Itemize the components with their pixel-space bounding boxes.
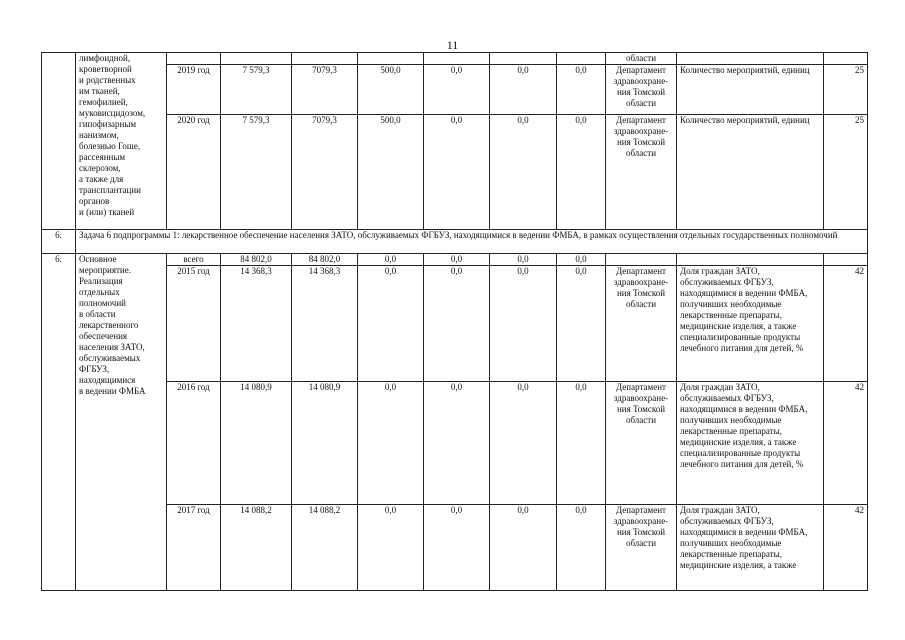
indicator-cell: Количество мероприятий, единиц	[677, 65, 824, 115]
other-cell: 0,0	[557, 266, 606, 382]
task-row	[42, 230, 868, 254]
extra-cell: 0,0	[490, 65, 557, 115]
total-cell: 7 579,3	[221, 65, 292, 115]
regional-cell: 500,0	[358, 65, 424, 115]
local-cell: 0,0	[424, 115, 490, 230]
table-row	[42, 53, 868, 65]
local-cell: 0,0	[424, 505, 490, 591]
extra-cell: 0,0	[490, 115, 557, 230]
regional-cell: 0,0	[358, 382, 424, 505]
other-cell: 0,0	[557, 65, 606, 115]
total-cell: 84 802,0	[221, 254, 292, 266]
local-cell: 0,0	[424, 382, 490, 505]
local-cell: 0,0	[424, 65, 490, 115]
dept-cell: области	[606, 53, 677, 65]
federal-cell: 14 368,3	[292, 266, 358, 382]
year-cell: 2015 год	[167, 266, 221, 382]
indicator-cell: Доля граждан ЗАТО, обслуживаемых ФГБУЗ, находящимися в ведении ФМБА, получивших необходимые лекарственные препараты, медицинские изделия, а также специализированные продукты лечебного питания для детей, %	[677, 382, 824, 505]
regional-cell: 0,0	[358, 505, 424, 591]
local-cell: 0,0	[424, 266, 490, 382]
indicator-value-cell: 42	[824, 382, 868, 505]
row-number-cell: 6.	[42, 254, 76, 591]
extra-cell: 0,0	[490, 266, 557, 382]
dept-cell: Департамент здравоохране-ния Томской области	[606, 382, 677, 505]
dept-cell: Департамент здравоохране-ния Томской области	[606, 266, 677, 382]
other-cell: 0,0	[557, 382, 606, 505]
year-cell: всего	[167, 254, 221, 266]
indicator-value-cell: 25	[824, 65, 868, 115]
federal-cell: 7079,3	[292, 115, 358, 230]
indicator-cell: Количество мероприятий, единиц	[677, 115, 824, 230]
regional-cell: 0,0	[358, 254, 424, 266]
indicator-cell: Доля граждан ЗАТО, обслуживаемых ФГБУЗ, находящимися в ведении ФМБА, получивших необходимые лекарственные препараты, медицинские изделия, а также специализированные продукты лечебного питания для детей, %	[677, 266, 824, 382]
extra-cell: 0,0	[490, 505, 557, 591]
other-cell: 0,0	[557, 254, 606, 266]
page-number: 11	[446, 38, 459, 52]
indicator-value-cell: 42	[824, 266, 868, 382]
table-row	[42, 254, 868, 266]
dept-cell: Департамент здравоохране-ния Томской области	[606, 115, 677, 230]
program-table	[41, 52, 868, 591]
regional-cell: 0,0	[358, 266, 424, 382]
extra-cell: 0,0	[490, 382, 557, 505]
other-cell: 0,0	[557, 505, 606, 591]
local-cell: 0,0	[424, 254, 490, 266]
federal-cell: 14 088,2	[292, 505, 358, 591]
other-cell: 0,0	[557, 115, 606, 230]
regional-cell: 500,0	[358, 115, 424, 230]
task-number-cell: 6.	[42, 230, 76, 254]
federal-cell: 84 802,0	[292, 254, 358, 266]
extra-cell: 0,0	[490, 254, 557, 266]
dept-cell: Департамент здравоохране-ния Томской области	[606, 505, 677, 591]
indicator-value-cell: 25	[824, 115, 868, 230]
year-cell: 2017 год	[167, 505, 221, 591]
total-cell: 7 579,3	[221, 115, 292, 230]
total-cell: 14 368,3	[221, 266, 292, 382]
total-cell: 14 088,2	[221, 505, 292, 591]
year-cell: 2019 год	[167, 65, 221, 115]
indicator-cell: Доля граждан ЗАТО, обслуживаемых ФГБУЗ, находящимися в ведении ФМБА, получивших необходимые лекарственные препараты, медицинские изделия, а также	[677, 505, 824, 591]
year-cell: 2020 год	[167, 115, 221, 230]
item-name-cell: лимфоидной, кроветворной и родственных им тканей, гемофилией, муковисцидозом, гипофизарным нанизмом, болезнью Гоше, рассеянным склерозом, а также для трансплантации органов и (или) тканей	[76, 53, 167, 230]
dept-cell: Департамент здравоохране-ния Томской области	[606, 65, 677, 115]
task-text-cell: Задача 6 подпрограммы 1: лекарственное обеспечение населения ЗАТО, обслуживаемых ФГБУЗ, находящимися в ведении ФМБА, в рамках осуществления отдельных государственных полномочий	[76, 230, 868, 254]
year-cell: 2016 год	[167, 382, 221, 505]
federal-cell: 7079,3	[292, 65, 358, 115]
item-name-cell: Основное мероприятие. Реализация отдельных полномочий в области лекарственного обеспечения населения ЗАТО, обслуживаемых ФГБУЗ, находящимися в ведении ФМБА	[76, 254, 167, 591]
total-cell: 14 080,9	[221, 382, 292, 505]
row-number-cell	[42, 53, 76, 230]
indicator-value-cell: 42	[824, 505, 868, 591]
federal-cell: 14 080,9	[292, 382, 358, 505]
